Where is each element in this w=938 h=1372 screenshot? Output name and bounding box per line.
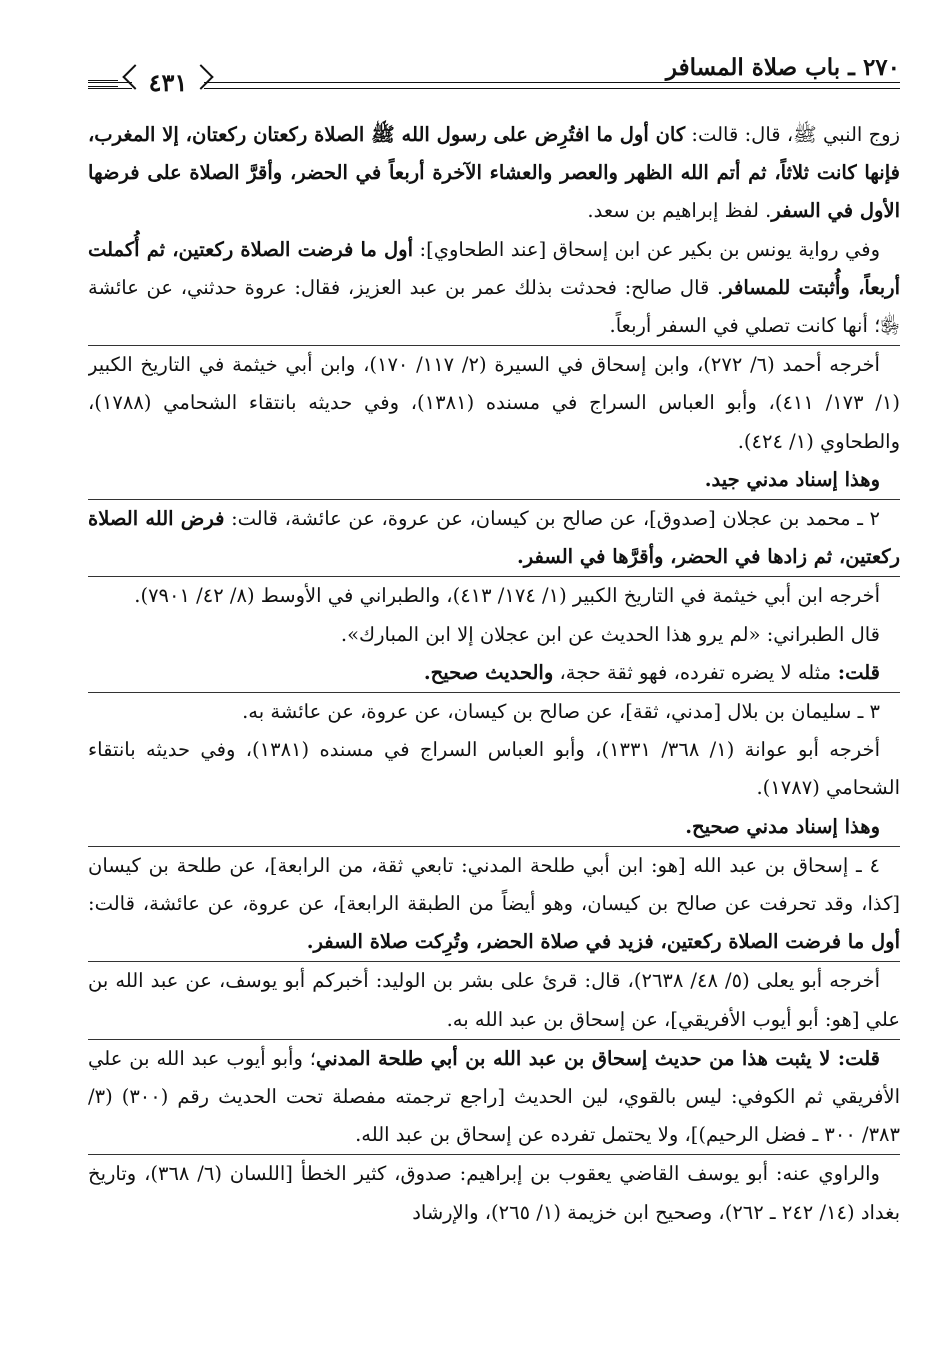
text-run: والراوي عنه: أبو يوسف القاضي يعقوب بن إبراهيم: صدوق، كثير الخطأ [اللسان (٦/ ٣٦٨)، وتاريخ بغداد (١٤/ ٢٤٢ ـ ٢٦٢)، وصحيح ابن خزيمة (١/ ٢٦٥)، والإرشاد [88,1162,900,1224]
paragraph [88,1155,900,1231]
paragraph [88,731,900,807]
text-run: أخرجه أبو عوانة (١/ ٣٦٨/ ١٣٣١)، وأبو العباس السراج في مسنده (١٣٨١)، وفي حديثه بانتقاء الشحامي (١٧٨٧). [88,738,900,800]
text-run: ؛ وأبو أيوب عبد الله بن علي الأفريقي ثم الكوفي: ليس بالقوي، لين الحديث [راجع ترجمته مفصلة تحت الحديث رقم (٣٠٠) (٣/ ٣٨٣/ ٣٠٠ ـ فضل الرحيم)]، ولا يحتمل تفرده عن إسحاق بن عبد الله. [88,1046,900,1147]
text-run: . لفظ إبراهيم بن سعد. [587,199,772,223]
bold-text: أول ما فرضت الصلاة ركعتين، ثم أُكملت أربعاً، وأُثبتت للمسافر [88,237,900,299]
paragraph [88,693,900,731]
paragraph [88,616,900,654]
bold-text: قلت: [831,660,880,684]
bold-text: وهذا إسناد مدني جيد. [704,467,880,491]
text-run: ٤ ـ إسحاق بن عبد الله [هو: ابن أبي طلحة المدني: تابعي ثقة، من الرابعة]، عن طلحة بن كيسان [كذا، وقد تحرفت عن صالح بن كيسان، وهو أيضاً من الطبقة الرابعة]، عن عروة، عن عائشة، قالت: [88,853,900,916]
bold-text: قلت: لا يثبت هذا من حديث إسحاق بن عبد الله بن أبي طلحة المدني [316,1046,880,1070]
text-run: مثله لا يضره تفرده، فهو ثقة حجة، [553,660,832,684]
bold-text: فرض الله الصلاة ركعتين، ثم زادها في الحضر، وأقرَّها في السفر. [88,507,900,569]
text-run: وفي رواية يونس بن بكير عن ابن إسحاق [عند الطحاوي]: [413,237,881,261]
paragraph [88,231,900,346]
text-run: ٢ ـ محمد بن عجلان [صدوق]، عن صالح بن كيسان، عن عروة، عن عائشة، قالت: [224,507,881,531]
paragraph [88,847,900,962]
paragraph [88,962,900,1038]
text-run: زوج النبي ﷺ، قال: قالت: [685,123,900,146]
paragraph [88,500,900,576]
text-run: قال الطبراني: «لم يرو هذا الحديث عن ابن عجلان إلا ابن المبارك». [340,622,880,646]
paragraph [88,808,900,846]
text-run: أخرجه ابن أبي خيثمة في التاريخ الكبير (١/ ١٧٤/ ٤١٣)، والطبراني في الأوسط (٨/ ٤٢/ ٧٩٠١). [134,584,880,608]
text-run: ٣ ـ سليمان بن بلال [مدني، ثقة]، عن صالح بن كيسان، عن عروة، عن عائشة به. [242,700,880,724]
header-rule-double [88,88,900,89]
paragraph [88,346,900,461]
text-run: . قال صالح: فحدثت بذلك عمر بن عبد العزيز، فقال: عروة حدثني، عن عائشة ﵂؛ أنها كانت تصلي في السفر أربعاً. [88,275,900,338]
bold-text: وهذا إسناد مدني صحيح. [685,814,880,838]
paragraph [88,1040,900,1155]
text-run: أخرجه أبو يعلى (٥/ ٤٨/ ٢٦٣٨)، قال: قرئ على بشر بن الوليد: أخبركم أبو يوسف، عن عبد الله بن علي [هو: أبو أيوب الأفريقي]، عن إسحاق بن عبد الله به. [88,969,900,1031]
paragraph [88,654,900,692]
header-rule [88,82,900,83]
page-number [132,62,204,102]
page-number-text: ٤٣١ [148,67,188,97]
paragraph [88,577,900,615]
paragraph [88,461,900,499]
header-rule-left-double [88,86,118,87]
header-rule-left [88,80,118,81]
bold-text: كان أول ما افتُرِض على رسول الله ﷺ الصلاة ركعتان ركعتان، إلا المغرب، فإنها كانت ثلاثاً، ثم أتم الله الظهر والعصر والعشاء الآخرة أربعاً في الحضر، وأقرَّ الصلاة على فرضها الأول في السفر [88,123,900,223]
text-run: أخرجه أحمد (٦/ ٢٧٢)، وابن إسحاق في السيرة (٢/ ١١٧/ ١٧٠)، وابن أبي خيثمة في التاريخ الكبير (١/ ١٧٣/ ٤١١)، وأبو العباس السراج في مسنده (١٣٨١)، وفي حديثه بانتقاء الشحامي (١٧٨٨)، والطحاوي (١/ ٤٢٤). [88,353,900,453]
main-text [88,116,900,1361]
bold-text: والحديث صحيح. [423,660,554,684]
paragraph [88,116,900,231]
running-title: ٢٧٠ ـ باب صلاة المسافر [665,54,900,81]
bold-text: أول ما فرضت الصلاة ركعتين، فزيد في صلاة الحضر، وتُرِكت صلاة السفر. [306,930,900,954]
page-header [88,44,900,104]
